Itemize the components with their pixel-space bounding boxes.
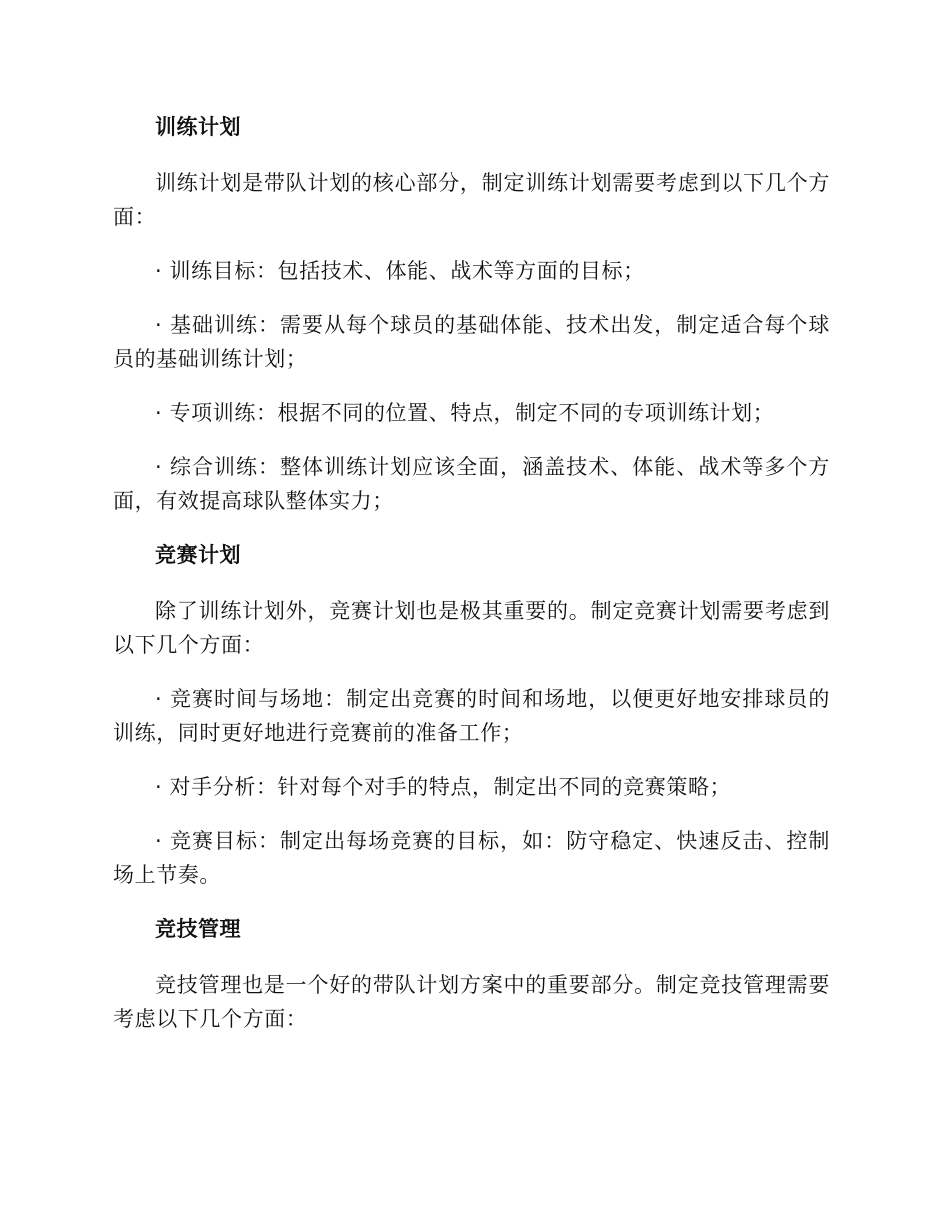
section-competition-management: [113, 912, 830, 1036]
list-item: · 训练目标：包括技术、体能、战术等方面的目标；: [155, 259, 645, 283]
section-heading: 竞赛计划: [155, 543, 241, 567]
section-intro: 除了训练计划外，竞赛计划也是极其重要的。制定竞赛计划需要考虑到以下几个方面：: [113, 599, 830, 657]
section-heading: 训练计划: [155, 115, 241, 139]
list-item: · 综合训练：整体训练计划应该全面，涵盖技术、体能、战术等多个方面，有效提高球队整体实力；: [113, 455, 830, 513]
list-item: · 基础训练：需要从每个球员的基础体能、技术出发，制定适合每个球员的基础训练计划；: [113, 313, 830, 371]
section-training-plan: [113, 110, 830, 518]
list-item: · 竞赛时间与场地：制定出竞赛的时间和场地，以便更好地安排球员的训练，同时更好地进行竞赛前的准备工作；: [113, 687, 830, 745]
section-intro: 竞技管理也是一个好的带队计划方案中的重要部分。制定竞技管理需要考虑以下几个方面：: [113, 973, 830, 1031]
section-heading: 竞技管理: [155, 917, 241, 941]
section-intro: 训练计划是带队计划的核心部分，制定训练计划需要考虑到以下几个方面：: [113, 171, 830, 229]
section-competition-plan: [113, 538, 830, 892]
list-item: · 对手分析：针对每个对手的特点，制定出不同的竞赛策略；: [155, 775, 732, 799]
list-item: · 专项训练：根据不同的位置、特点，制定不同的专项训练计划；: [155, 401, 775, 425]
list-item: · 竞赛目标：制定出每场竞赛的目标，如：防守稳定、快速反击、控制场上节奏。: [113, 829, 830, 887]
